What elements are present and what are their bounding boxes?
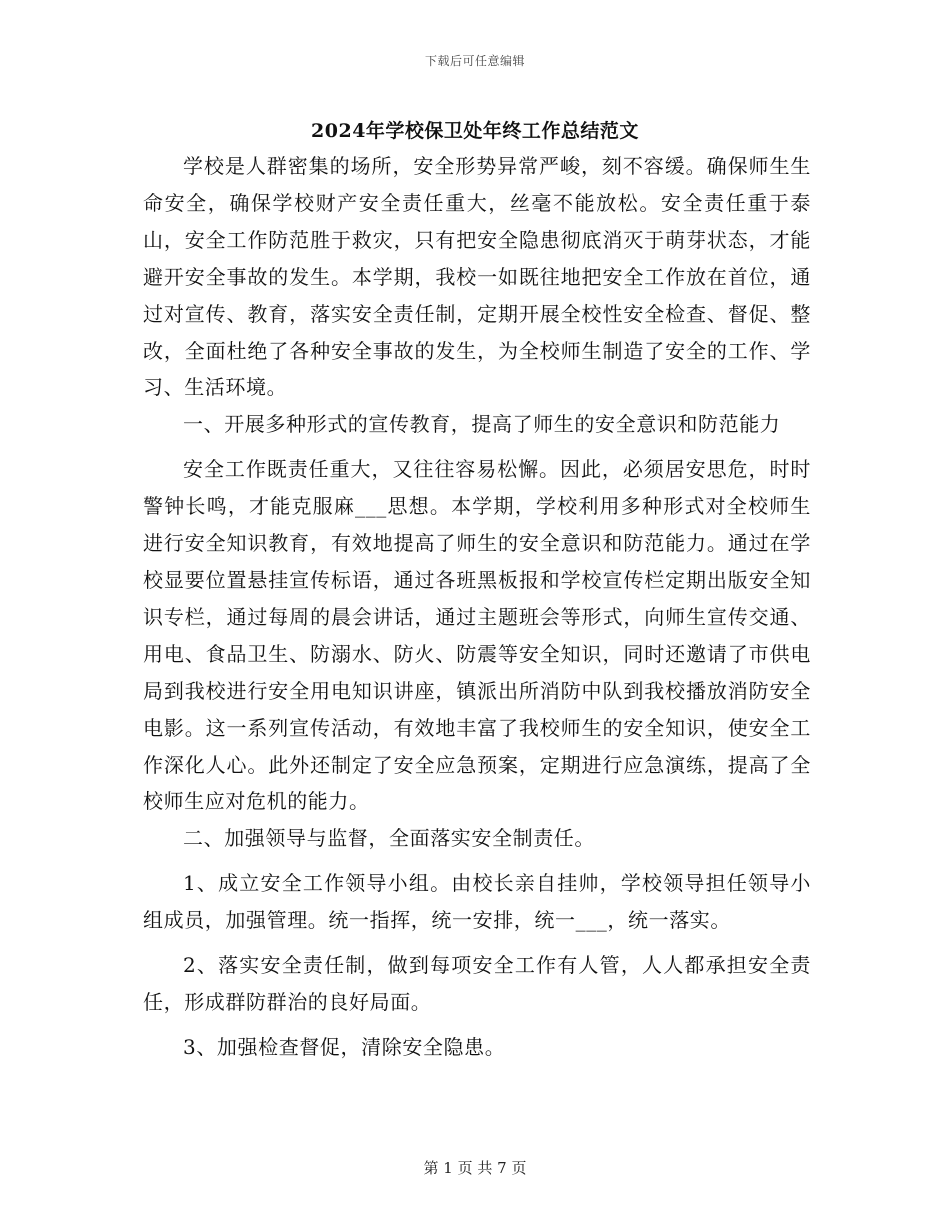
section-heading-1: 一、开展多种形式的宣传教育，提高了师生的安全意识和防范能力 — [183, 412, 781, 437]
list-item-1: 1、成立安全工作领导小组。由校长亲自挂帅，学校领导担任领导小组成员，加强管理。统一指挥，统一安排，统一___，统一落实。 — [143, 871, 811, 933]
document-title: 2024年学校保卫处年终工作总结范文 — [311, 120, 639, 142]
page-header-note: 下载后可任意编辑 — [424, 54, 525, 68]
document-body — [143, 148, 811, 1066]
page-number: 第 1 页 共 7 页 — [423, 1159, 527, 1177]
section-heading-2: 二、加强领导与监督，全面落实安全制责任。 — [183, 826, 595, 851]
paragraph-intro: 学校是人群密集的场所，安全形势异常严峻，刻不容缓。确保师生生命安全，确保学校财产安全责任重大，丝毫不能放松。安全责任重于泰山，安全工作防范胜于救灾，只有把安全隐患彻底消灭于萌芽状态，才能避开安全事故的发生。本学期，我校一如既往地把安全工作放在首位，通过对宣传、教育，落实安全责任制，定期开展全校性安全检查、督促、整改，全面杜绝了各种安全事故的发生，为全校师生制造了安全的工作、学习、生活环境。 — [143, 154, 811, 400]
paragraph-publicity: 安全工作既责任重大，又往往容易松懈。因此，必须居安思危，时时警钟长鸣，才能克服麻___思想。本学期，学校利用多种形式对全校师生进行安全知识教育，有效地提高了师生的安全意识和防范能力。通过在学校显要位置悬挂宣传标语，通过各班黑板报和学校宣传栏定期出版安全知识专栏，通过每周的晨会讲话，通过主题班会等形式，向师生宣传交通、用电、食品卫生、防溺水、防火、防震等安全知识，同时还邀请了市供电局到我校进行安全用电知识讲座，镇派出所消防中队到我校播放消防安全电影。这一系列宣传活动，有效地丰富了我校师生的安全知识，使安全工作深化人心。此外还制定了安全应急预案，定期进行应急演练，提高了全校师生应对危机的能力。 — [143, 457, 811, 814]
list-item-2: 2、落实安全责任制，做到每项安全工作有人管，人人都承担安全责任，形成群防群治的良好局面。 — [143, 953, 811, 1014]
list-item-3: 3、加强检查督促，清除安全隐患。 — [183, 1034, 506, 1059]
